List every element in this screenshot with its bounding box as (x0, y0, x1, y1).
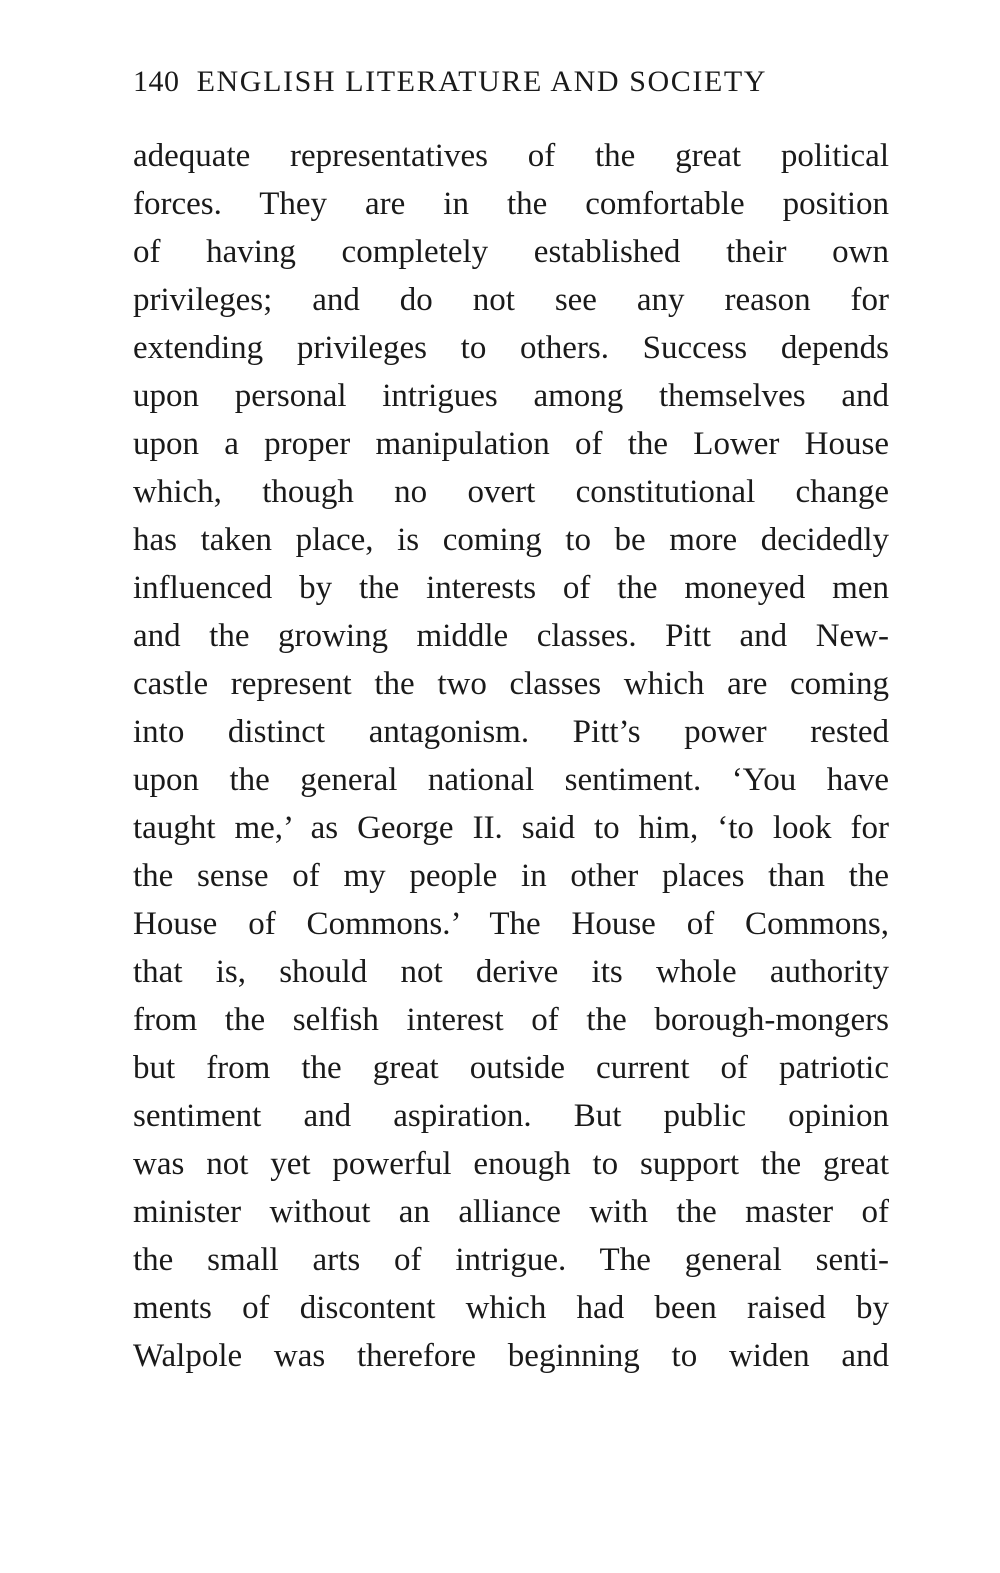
running-head (133, 60, 889, 104)
text-line: minister without an alliance with the master of (133, 1194, 889, 1230)
text-line: upon personal intrigues among themselves and (133, 378, 889, 414)
text-line: from the selfish interest of the borough-mongers (133, 1002, 889, 1038)
book-title: ENGLISH LITERATURE AND SOCIETY (196, 65, 768, 98)
text-line: which, though no overt constitutional change (133, 474, 889, 510)
text-line: castle represent the two classes which are coming (133, 666, 889, 702)
text-line: influenced by the interests of the moneyed men (133, 570, 889, 606)
text-line: but from the great outside current of patriotic (133, 1050, 889, 1086)
text-line: the sense of my people in other places than the (133, 858, 889, 894)
text-line: sentiment and aspiration. But public opinion (133, 1098, 889, 1134)
text-line: the small arts of intrigue. The general senti- (133, 1242, 889, 1278)
body-text (133, 132, 889, 1380)
text-line: forces. They are in the comfortable position (133, 186, 889, 222)
text-line: extending privileges to others. Success depends (133, 330, 889, 366)
text-line: has taken place, is coming to be more decidedly (133, 522, 889, 558)
text-line: into distinct antagonism. Pitt’s power rested (133, 714, 889, 750)
text-line: privileges; and do not see any reason for (133, 282, 889, 318)
text-line: upon a proper manipulation of the Lower House (133, 426, 889, 462)
text-line: and the growing middle classes. Pitt and New- (133, 618, 889, 654)
text-line: was not yet powerful enough to support the great (133, 1146, 889, 1182)
text-line: taught me,’ as George II. said to him, ‘to look for (133, 810, 889, 846)
text-line: ments of discontent which had been raised by (133, 1290, 889, 1326)
text-line: Walpole was therefore beginning to widen and (133, 1338, 889, 1374)
text-line: adequate representatives of the great political (133, 138, 889, 174)
page-number: 140 (133, 65, 180, 98)
text-line: House of Commons.’ The House of Commons, (133, 906, 889, 942)
text-line: upon the general national sentiment. ‘You have (133, 762, 889, 798)
text-line: that is, should not derive its whole authority (133, 954, 889, 990)
text-line: of having completely established their own (133, 234, 889, 270)
